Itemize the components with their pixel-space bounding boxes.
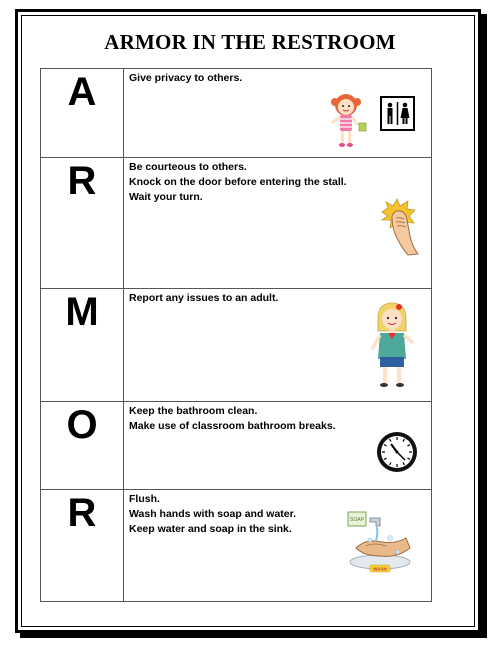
table-row xyxy=(41,69,432,158)
armor-table xyxy=(40,68,432,602)
text-cell xyxy=(124,402,432,490)
table-row xyxy=(41,490,432,602)
armor-letter: A xyxy=(67,70,97,114)
teacher-icon xyxy=(368,299,418,389)
handwashing-icon xyxy=(346,508,414,576)
table-row xyxy=(41,289,432,402)
armor-letter: O xyxy=(66,403,98,447)
armor-letter: R xyxy=(67,491,97,535)
letter-cell xyxy=(41,402,124,490)
rule-line: Wash hands with soap and water. xyxy=(129,508,297,520)
letter-cell xyxy=(41,69,124,158)
rule-line: Be courteous to others. xyxy=(129,161,247,173)
table-row xyxy=(41,402,432,490)
letter-cell xyxy=(41,289,124,402)
armor-letter: M xyxy=(65,290,99,334)
clock-icon xyxy=(375,430,419,474)
letter-cell xyxy=(41,490,124,602)
table-row xyxy=(41,158,432,289)
frame-shadow-bottom xyxy=(20,633,487,638)
girl-icon xyxy=(326,91,372,151)
text-cell xyxy=(124,69,432,158)
knocking-hand-icon xyxy=(378,198,424,256)
rule-line: Report any issues to an adult. xyxy=(129,292,279,304)
rule-line: Knock on the door before entering the stall. xyxy=(129,176,347,188)
text-cell xyxy=(124,158,432,289)
rule-line: Keep water and soap in the sink. xyxy=(129,523,292,535)
text-cell xyxy=(124,289,432,402)
frame-shadow-right xyxy=(481,14,487,638)
handwashing-mat-text: WASH xyxy=(373,566,387,572)
text-cell xyxy=(124,490,432,602)
rule-line: Give privacy to others. xyxy=(129,72,243,84)
rule-line: Keep the bathroom clean. xyxy=(129,405,258,417)
page-title: ARMOR IN THE RESTROOM xyxy=(104,30,396,54)
letter-cell xyxy=(41,158,124,289)
rule-line: Make use of classroom bathroom breaks. xyxy=(129,420,336,432)
rule-line: Flush. xyxy=(129,493,160,505)
rule-line: Wait your turn. xyxy=(129,191,203,203)
handwashing-sign-text: SOAP xyxy=(350,517,364,523)
restroom-sign-icon xyxy=(380,96,415,131)
armor-letter: R xyxy=(67,159,97,203)
